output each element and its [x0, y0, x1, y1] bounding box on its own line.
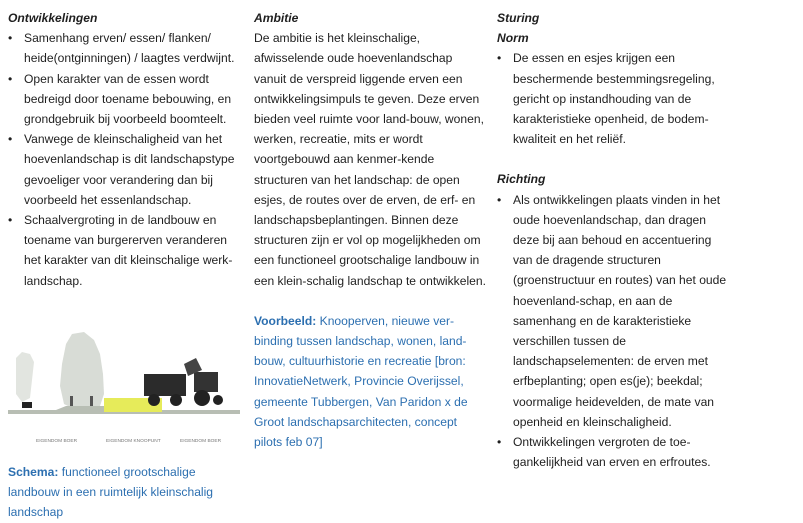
list-item: • Schaalvergroting in de landbouw en toename van burgererven veranderen het karakter van dit kleinschalige werk-landschap. [8, 210, 240, 291]
list-item: • Ontwikkelingen vergroten de toe-gankelijkheid van erven en erfroutes. [497, 432, 732, 472]
list-item: • Vanwege de kleinschaligheid van het hoevenlandschap is dit landschapstype gevoeliger voor verandering dan bij voorbeeld het essenlandschap. [8, 129, 240, 210]
heading-ambitie: Ambitie [254, 11, 299, 25]
caption-text: functioneel grootschalige landbouw in een ruimtelijk kleinschalig landschap [8, 465, 214, 520]
trailer-icon [144, 374, 186, 396]
landscape-schema-diagram [8, 324, 240, 452]
person-icon [70, 396, 73, 406]
diagram-label: EIGENDOM BOER [180, 439, 222, 444]
ambitie-paragraph: De ambitie is het kleinschalige, afwisselende oude hoevenlandschap vanuit de verspreid liggende erven een ontwikkelingsimpuls te geven. Deze erven bieden veel ruimte voor land-bouw, wonen, werken, recreatie, mits er wordt voortgebouwd aan kenmer-kende structuren van het landschap: de open esjes, de routes over de erven, de erf- en landschapsbeplantingen. Binnen deze structuren zijn er vol op mogelijkheden om een functioneel grootschalige landbouw in een klein-schalig landschap te ontwikkelen. [254, 31, 486, 288]
column-ontwikkelingen [8, 8, 240, 291]
richting-list [497, 190, 732, 473]
tree-silhouette-icon [60, 332, 104, 408]
cow-icon [22, 402, 32, 408]
diagram-label: EIGENDOM BOER [36, 439, 78, 444]
person-icon [90, 396, 93, 406]
heading-norm: Norm [497, 31, 529, 46]
heading-sturing: Sturing [497, 11, 540, 25]
column-sturing [497, 8, 732, 472]
example-label: Voorbeeld: [254, 313, 317, 328]
tractor-icon [194, 372, 218, 392]
list-item: • Open karakter van de essen wordt bedreigd door toename bebouwing, en grondgebruik bij voorbeeld boomteelt. [8, 69, 240, 130]
column-ambitie [254, 8, 486, 452]
schema-caption [8, 462, 240, 523]
heading-richting: Richting [497, 172, 546, 187]
list-item: • De essen en esjes krijgen een beschermende bestemmingsregeling, gericht op instandhouding van de karakteristieke openheid, de bodem-kwaliteit en het reliëf. [497, 48, 732, 149]
example-paragraph [254, 311, 486, 452]
norm-list [497, 48, 732, 149]
list-item: • Als ontwikkelingen plaats vinden in het oude hoevenlandschap, dan dragen deze bij aan behoud en accentuering van de dragende structuren (groenstructuur en routes) van het oude hoevenland-schap, en aan de samenhang en de karakteristieke verschillen tussen de landschapselementen: de erven met erfbeplanting; open es(je); beekdal; voormalige heidevelden, de mate van openheid en kleinschaligheid. [497, 190, 732, 432]
caption-label: Schema: [8, 465, 59, 479]
example-text: Knooperven, nieuwe ver-binding tussen landschap, wonen, land-bouw, cultuurhistorie en recreatie [bron: InnovatieNetwerk, Provincie Overijssel, gemeente Tubbergen, Van Paridon x de Groot landschapsarchitecten, concept pilots feb 07] [254, 313, 468, 450]
heading-ontwikkelingen: Ontwikkelingen [8, 11, 98, 25]
diagram-label: EIGENDOM KNOOPUNT [106, 439, 161, 444]
ontwikkelingen-list [8, 28, 240, 291]
list-item: • Samenhang erven/ essen/ flanken/ heide(ontginningen) / laagtes verdwijnt. [8, 28, 240, 68]
small-tree-icon [16, 352, 34, 402]
